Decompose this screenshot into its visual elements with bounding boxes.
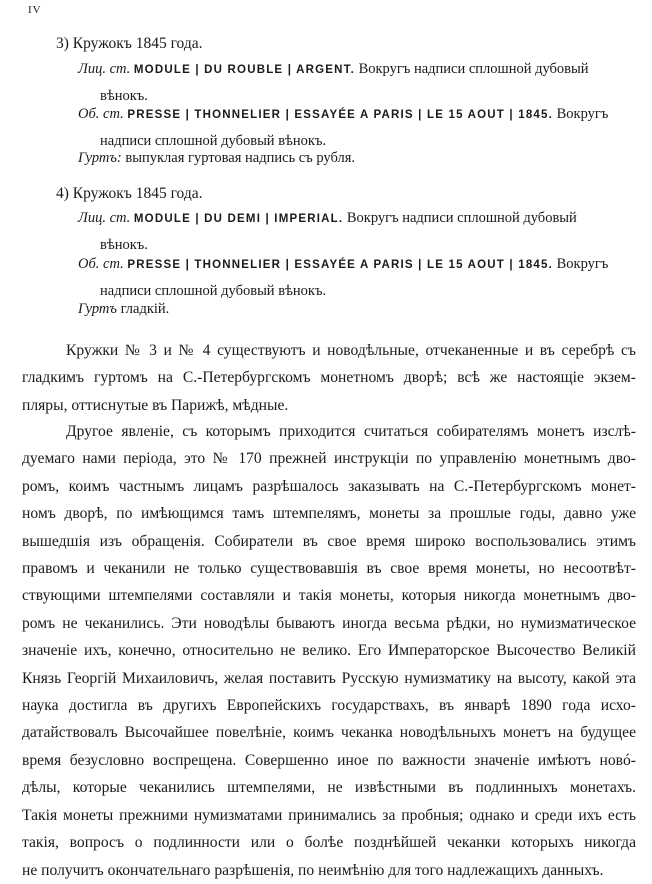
edge-label: Гуртъ (78, 301, 117, 317)
reverse-inscription: PRESSE | THONNELIER | ESSAYÉE A PARIS | LE 15 AOUT | 1845. (127, 109, 554, 121)
paragraph-line: Кружки № 3 и № 4 существуютъ и новодѣльные, отчеканенные и въ серебрѣ съ (66, 342, 636, 359)
paragraph-line: номъ дворѣ, по имѣющимся тамъ штемпелямъ, монеты за прошлые годы, давно уже (22, 505, 636, 523)
reverse-description: Вокругъ (556, 106, 609, 122)
obverse-description: Вокругъ надписи сплошной дубовый (346, 210, 577, 226)
paragraph-line: правомъ и чеканили не только существовавшія въ свое время монеты, но несоотвѣт- (22, 560, 636, 578)
reverse-description-cont: надписи сплошной дубовый вѣнокъ. (100, 283, 327, 299)
obverse-description-cont: вѣнокъ. (100, 237, 148, 253)
entry-edge (78, 145, 638, 171)
reverse-label: Об. ст. (78, 256, 124, 272)
paragraph-line: Такія монеты прежними нумизматами принимались за пробныя; однако и среди ихъ есть (22, 806, 636, 824)
paragraph-line: Князь Георгій Михаиловичъ, желая поставить Русскую нумизматику на высоту, какой эта (22, 669, 636, 687)
paragraph-2 (22, 418, 636, 884)
reverse-description: Вокругъ (556, 256, 609, 272)
obverse-label: Лиц. ст. (78, 61, 131, 77)
obverse-inscription: MODULE | DU ROUBLE | ARGENT. (133, 64, 355, 76)
entry-heading: 4) Кружокъ 1845 года. (56, 185, 203, 202)
page-number: IV (28, 4, 42, 16)
paragraph-line: значеніе ихъ, конечно, относительно не велико. Его Императорское Высочество Великій (22, 642, 636, 660)
edge-description: гладкій. (120, 301, 170, 317)
paragraph-line: ромъ не чеканились. Эти новодѣлы бываютъ иногда весьма рѣдки, но нумизматическое (22, 614, 636, 632)
edge-description: выпуклая гуртовая надпись съ рубля. (125, 150, 356, 166)
paragraph-line: ромъ, коимъ частнымъ лицамъ разрѣшалось заказывать на С.-Петербургскомъ монет- (22, 477, 636, 495)
paragraph-line: вышедшія изъ обращенія. Собиратели въ свое время широко воспользовались этимъ (22, 532, 636, 550)
paragraph-line: наука достигла въ другихъ Европейскихъ государствахъ, въ январѣ 1890 года исхо- (22, 697, 636, 715)
obverse-description-cont: вѣнокъ. (100, 88, 148, 104)
entry-edge (78, 296, 638, 322)
edge-label: Гуртъ: (78, 150, 122, 166)
paragraph-1 (22, 337, 636, 419)
reverse-description-cont: надписи сплошной дубовый вѣнокъ. (100, 133, 327, 149)
entry-heading: 3) Кружокъ 1845 года. (56, 35, 203, 52)
reverse-inscription: PRESSE | THONNELIER | ESSAYÉE A PARIS | LE 15 AOUT | 1845. (127, 259, 554, 271)
paragraph-line: дуемаго нами періода, это № 170 прежней инструкціи по управленію монетнымъ дво- (22, 450, 636, 468)
paragraph-line: гладкимъ гуртомъ на С.-Петербургскомъ монетномъ дворѣ; всѣ же настоящіе экзем- (22, 369, 636, 387)
paragraph-line: не получитъ окончательнаго разрѣшенія, по неимѣнію для того надлежащихъ данныхъ. (22, 861, 604, 879)
obverse-label: Лиц. ст. (78, 210, 131, 226)
paragraph-line: ствующими штемпелями составляли и такія монеты, которыя никогда монетнымъ дво- (22, 587, 636, 605)
obverse-description: Вокругъ надписи сплошной дубовый (358, 61, 589, 77)
obverse-inscription: MODULE | DU DEMI | IMPERIAL. (133, 213, 344, 225)
paragraph-line: датайствовалъ Высочайшее повелѣніе, коимъ чеканка новодѣльныхъ монетъ на будущее (22, 724, 636, 742)
paragraph-line: пляры, оттиснутые въ Парижѣ, мѣдные. (22, 396, 289, 414)
paragraph-line: время безусловно воспрещена. Совершенно иное по важности значеніе имѣютъ новó- (22, 751, 636, 769)
paragraph-line: дѣлы, которые чеканились штемпелями, не извѣстными въ подлинныхъ монетахъ. (22, 779, 636, 797)
reverse-label: Об. ст. (78, 106, 124, 122)
paragraph-line: Другое явленіе, съ которымъ приходится считаться собирателямъ монетъ изслѣ- (66, 423, 636, 440)
paragraph-line: такія, вопросъ о подлинности или о болѣе позднѣйшей чеканки которыхъ никогда (22, 834, 636, 852)
